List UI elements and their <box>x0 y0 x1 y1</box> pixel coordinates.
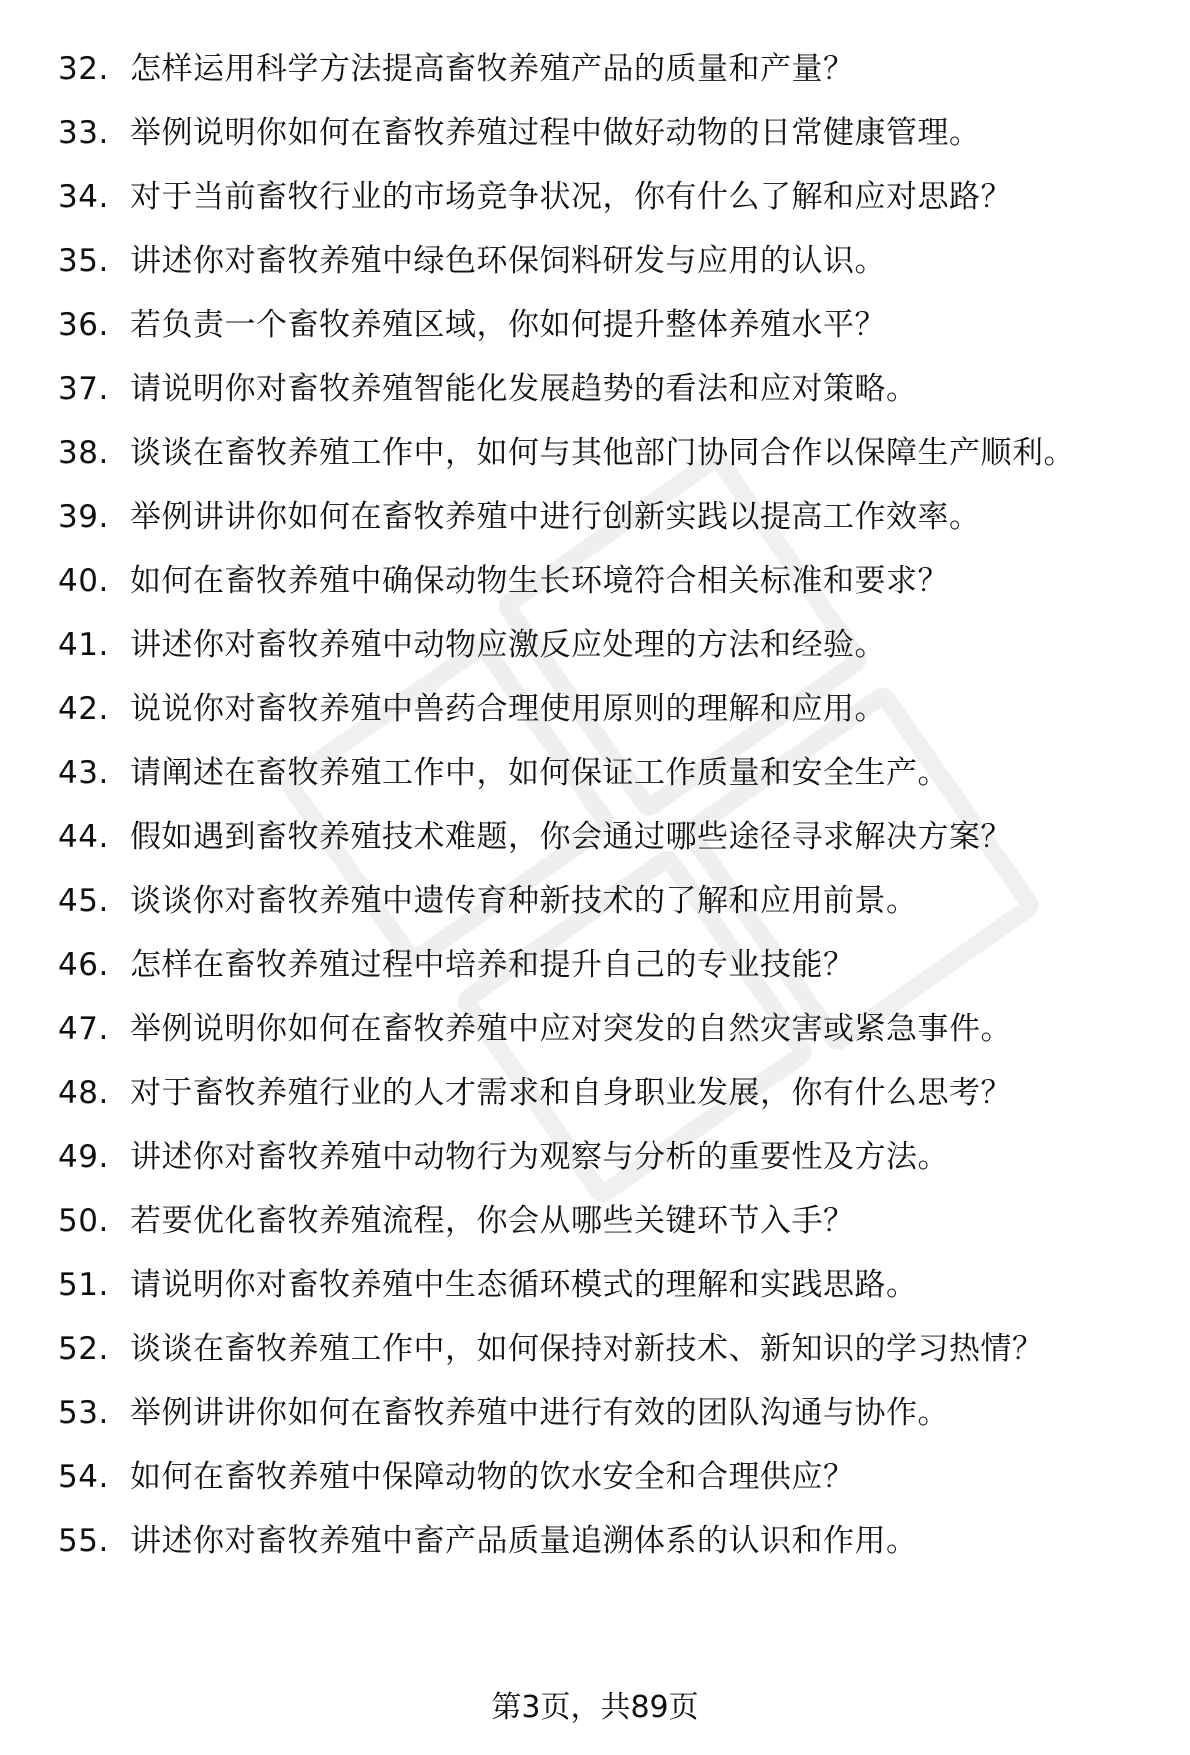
question-text: 谈谈你对畜牧养殖中遗传育种新技术的了解和应用前景。 <box>130 883 918 919</box>
question-number: 45. <box>58 883 109 919</box>
question-number: 32. <box>58 51 109 87</box>
question-number: 55. <box>58 1523 109 1559</box>
question-text: 说说你对畜牧养殖中兽药合理使用原则的理解和应用。 <box>130 691 886 727</box>
question-text: 若要优化畜牧养殖流程，你会从哪些关键环节入手？ <box>130 1203 855 1239</box>
question-text: 若负责一个畜牧养殖区域，你如何提升整体养殖水平？ <box>130 307 886 343</box>
question-text: 讲述你对畜牧养殖中绿色环保饲料研发与应用的认识。 <box>130 243 886 279</box>
question-number: 46. <box>58 947 109 983</box>
question-text: 怎样在畜牧养殖过程中培养和提升自己的专业技能？ <box>130 947 855 983</box>
question-item <box>0 496 1190 538</box>
question-item <box>0 304 1190 346</box>
question-number: 43. <box>58 755 109 791</box>
question-text: 讲述你对畜牧养殖中动物应激反应处理的方法和经验。 <box>130 627 886 663</box>
question-item <box>0 560 1190 602</box>
question-number: 44. <box>58 819 109 855</box>
question-list <box>0 48 1190 1584</box>
question-item <box>0 112 1190 154</box>
question-number: 53. <box>58 1395 109 1431</box>
question-text: 如何在畜牧养殖中保障动物的饮水安全和合理供应？ <box>130 1459 855 1495</box>
question-item <box>0 1136 1190 1178</box>
question-number: 37. <box>58 371 109 407</box>
question-number: 35. <box>58 243 109 279</box>
question-item <box>0 1328 1190 1370</box>
question-number: 48. <box>58 1075 109 1111</box>
question-number: 40. <box>58 563 109 599</box>
question-item <box>0 240 1190 282</box>
question-number: 41. <box>58 627 109 663</box>
page-number-label: 第3页，共89页 <box>491 1690 699 1725</box>
question-text: 举例说明你如何在畜牧养殖中应对突发的自然灾害或紧急事件。 <box>130 1011 1012 1047</box>
question-number: 42. <box>58 691 109 727</box>
question-text: 谈谈在畜牧养殖工作中，如何保持对新技术、新知识的学习热情？ <box>130 1331 1044 1367</box>
question-text: 如何在畜牧养殖中确保动物生长环境符合相关标准和要求？ <box>130 563 949 599</box>
question-text: 假如遇到畜牧养殖技术难题，你会通过哪些途径寻求解决方案？ <box>130 819 1012 855</box>
question-item <box>0 1072 1190 1114</box>
question-text: 举例说明你如何在畜牧养殖过程中做好动物的日常健康管理。 <box>130 115 981 151</box>
question-number: 34. <box>58 179 109 215</box>
question-text: 怎样运用科学方法提高畜牧养殖产品的质量和产量？ <box>130 51 855 87</box>
question-item <box>0 48 1190 90</box>
question-text: 请阐述在畜牧养殖工作中，如何保证工作质量和安全生产。 <box>130 755 949 791</box>
question-number: 50. <box>58 1203 109 1239</box>
question-number: 54. <box>58 1459 109 1495</box>
question-item <box>0 432 1190 474</box>
question-number: 36. <box>58 307 109 343</box>
page-footer <box>0 1688 1190 1728</box>
question-item <box>0 1520 1190 1562</box>
question-text: 请说明你对畜牧养殖智能化发展趋势的看法和应对策略。 <box>130 371 918 407</box>
question-number: 49. <box>58 1139 109 1175</box>
question-text: 讲述你对畜牧养殖中动物行为观察与分析的重要性及方法。 <box>130 1139 949 1175</box>
question-item <box>0 624 1190 666</box>
question-item <box>0 176 1190 218</box>
question-text: 对于当前畜牧行业的市场竞争状况，你有什么了解和应对思路？ <box>130 179 1012 215</box>
question-item <box>0 880 1190 922</box>
question-text: 讲述你对畜牧养殖中畜产品质量追溯体系的认识和作用。 <box>130 1523 918 1559</box>
question-number: 38. <box>58 435 109 471</box>
question-item <box>0 368 1190 410</box>
question-number: 33. <box>58 115 109 151</box>
question-text: 对于畜牧养殖行业的人才需求和自身职业发展，你有什么思考？ <box>130 1075 1012 1111</box>
question-item <box>0 688 1190 730</box>
question-text: 请说明你对畜牧养殖中生态循环模式的理解和实践思路。 <box>130 1267 918 1303</box>
question-item <box>0 1456 1190 1498</box>
question-item <box>0 816 1190 858</box>
question-number: 52. <box>58 1331 109 1367</box>
question-number: 51. <box>58 1267 109 1303</box>
question-item <box>0 944 1190 986</box>
question-number: 39. <box>58 499 109 535</box>
question-item <box>0 1392 1190 1434</box>
question-number: 47. <box>58 1011 109 1047</box>
question-item <box>0 1264 1190 1306</box>
question-item <box>0 1008 1190 1050</box>
question-text: 举例讲讲你如何在畜牧养殖中进行创新实践以提高工作效率。 <box>130 499 981 535</box>
question-text: 谈谈在畜牧养殖工作中，如何与其他部门协同合作以保障生产顺利。 <box>130 435 1075 471</box>
question-item <box>0 752 1190 794</box>
question-text: 举例讲讲你如何在畜牧养殖中进行有效的团队沟通与协作。 <box>130 1395 949 1431</box>
question-item <box>0 1200 1190 1242</box>
